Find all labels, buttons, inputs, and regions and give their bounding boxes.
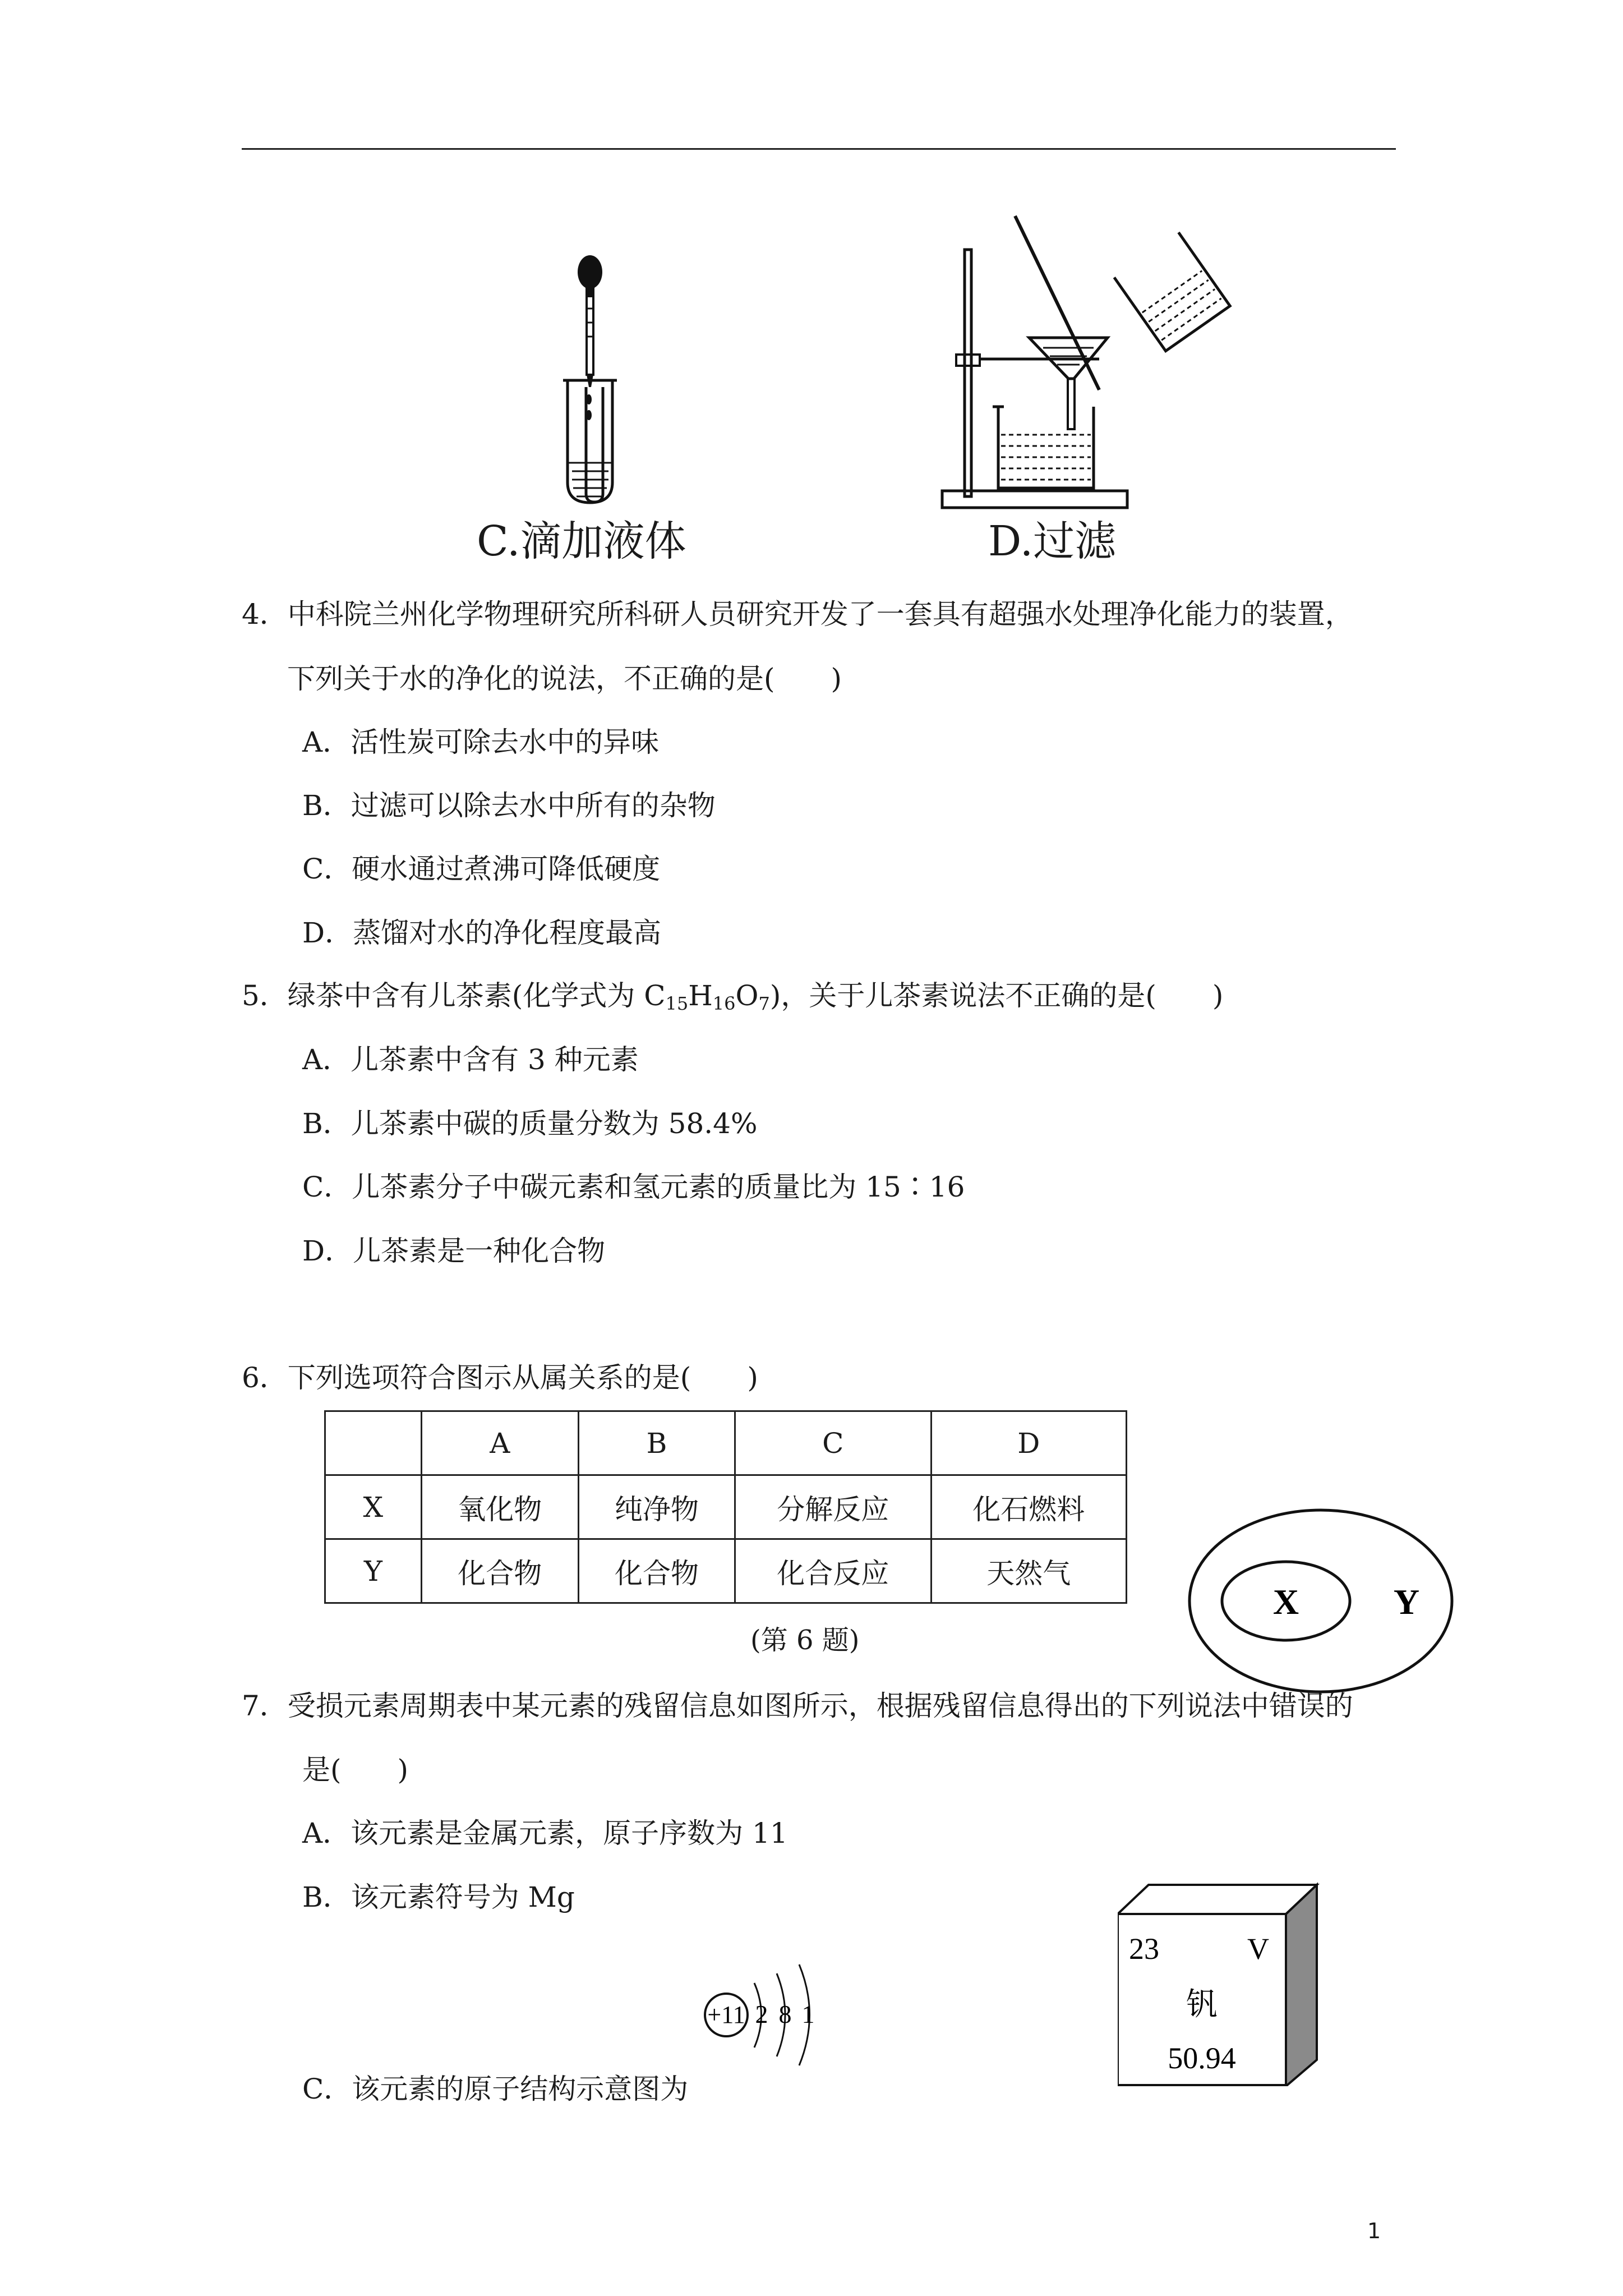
atomic-number: 23 bbox=[1129, 1932, 1159, 1966]
figure-d-caption: D.过滤 bbox=[988, 517, 1117, 565]
q5-stem bbox=[242, 979, 1223, 1020]
header-rule bbox=[242, 148, 1396, 150]
element-name: 钒 bbox=[1186, 1986, 1218, 2023]
figure-c-caption: C.滴加液体 bbox=[477, 517, 686, 565]
table-cell: A bbox=[421, 1411, 578, 1475]
table-cell: 化合物 bbox=[421, 1539, 578, 1603]
q7-option-b: B．该元素符号为 Mg bbox=[302, 1881, 575, 1913]
shell-1-count: 2 bbox=[755, 2000, 768, 2028]
q5-option-a: A．儿茶素中含有 3 种元素 bbox=[302, 1043, 639, 1076]
atomic-mass: 50.94 bbox=[1168, 2041, 1236, 2075]
q7-stem-line2: 是( ) bbox=[302, 1754, 409, 1786]
table-cell: 纯净物 bbox=[578, 1475, 735, 1539]
q5-sub-h: 16 bbox=[712, 993, 736, 1014]
q5-stem-before: 5．绿茶中含有儿茶素(化学式为 C bbox=[242, 979, 666, 1012]
shell-2-count: 8 bbox=[778, 2000, 792, 2028]
table-header-row bbox=[325, 1411, 1127, 1475]
venn-inner-label: X bbox=[1272, 1582, 1299, 1622]
element-symbol: V bbox=[1247, 1932, 1269, 1966]
q4-option-d: D．蒸馏对水的净化程度最高 bbox=[302, 917, 662, 949]
table-row bbox=[325, 1539, 1127, 1603]
table-cell: D bbox=[931, 1411, 1126, 1475]
table-cell: C bbox=[735, 1411, 931, 1475]
table-cell: 化石燃料 bbox=[931, 1475, 1126, 1539]
q4-stem-line1: 4．中科院兰州化学物理研究所科研人员研究开发了一套具有超强水处理净化能力的装置， bbox=[242, 598, 1353, 631]
q5-o: O bbox=[735, 979, 759, 1012]
venn-outer-label: Y bbox=[1393, 1582, 1420, 1622]
table-cell: Y bbox=[325, 1539, 422, 1603]
q5-stem-after: )，关于儿茶素说法不正确的是( ) bbox=[769, 979, 1224, 1012]
q6-table bbox=[324, 1410, 1127, 1604]
q5-h: H bbox=[688, 979, 713, 1012]
element-card bbox=[1118, 1880, 1324, 2086]
shell-3-count: 1 bbox=[801, 2000, 815, 2028]
q5-option-d: D．儿茶素是一种化合物 bbox=[302, 1235, 606, 1267]
q7-option-c: C．该元素的原子结构示意图为 bbox=[302, 2073, 689, 2105]
table-cell: B bbox=[578, 1411, 735, 1475]
page-number: 1 bbox=[1367, 2219, 1381, 2243]
q4-option-a: A．活性炭可除去水中的异味 bbox=[302, 726, 660, 758]
table-cell bbox=[325, 1411, 422, 1475]
table-cell: X bbox=[325, 1475, 422, 1539]
q4-option-b: B．过滤可以除去水中所有的杂物 bbox=[302, 789, 716, 822]
table-cell: 天然气 bbox=[931, 1539, 1126, 1603]
table-cell: 化合反应 bbox=[735, 1539, 931, 1603]
q6-stem: 6．下列选项符合图示从属关系的是( ) bbox=[242, 1361, 758, 1394]
q5-sub-o: 7 bbox=[758, 993, 770, 1014]
q5-option-b: B．儿茶素中碳的质量分数为 58.4% bbox=[302, 1107, 758, 1140]
q6-figure-caption: (第 6 题) bbox=[750, 1625, 860, 1656]
venn-diagram bbox=[1188, 1508, 1454, 1694]
atom-structure-diagram bbox=[701, 1952, 830, 2081]
q4-option-c: C．硬水通过煮沸可降低硬度 bbox=[302, 853, 661, 885]
table-cell: 氧化物 bbox=[421, 1475, 578, 1539]
table-cell: 分解反应 bbox=[735, 1475, 931, 1539]
table-cell: 化合物 bbox=[578, 1539, 735, 1603]
nucleus-label: +11 bbox=[707, 2001, 745, 2028]
q7-option-a: A．该元素是金属元素，原子序数为 11 bbox=[302, 1817, 788, 1849]
filtration-figure bbox=[931, 208, 1245, 510]
q7-stem-line1: 7．受损元素周期表中某元素的残留信息如图所示，根据残留信息得出的下列说法中错误的 bbox=[242, 1690, 1353, 1722]
dropper-figure bbox=[555, 247, 639, 505]
q4-stem-line2: 下列关于水的净化的说法，不正确的是( ) bbox=[287, 662, 842, 695]
q5-option-c: C．儿茶素分子中碳元素和氢元素的质量比为 15∶16 bbox=[302, 1171, 965, 1203]
table-row bbox=[325, 1475, 1127, 1539]
q5-sub-c: 15 bbox=[665, 993, 689, 1014]
